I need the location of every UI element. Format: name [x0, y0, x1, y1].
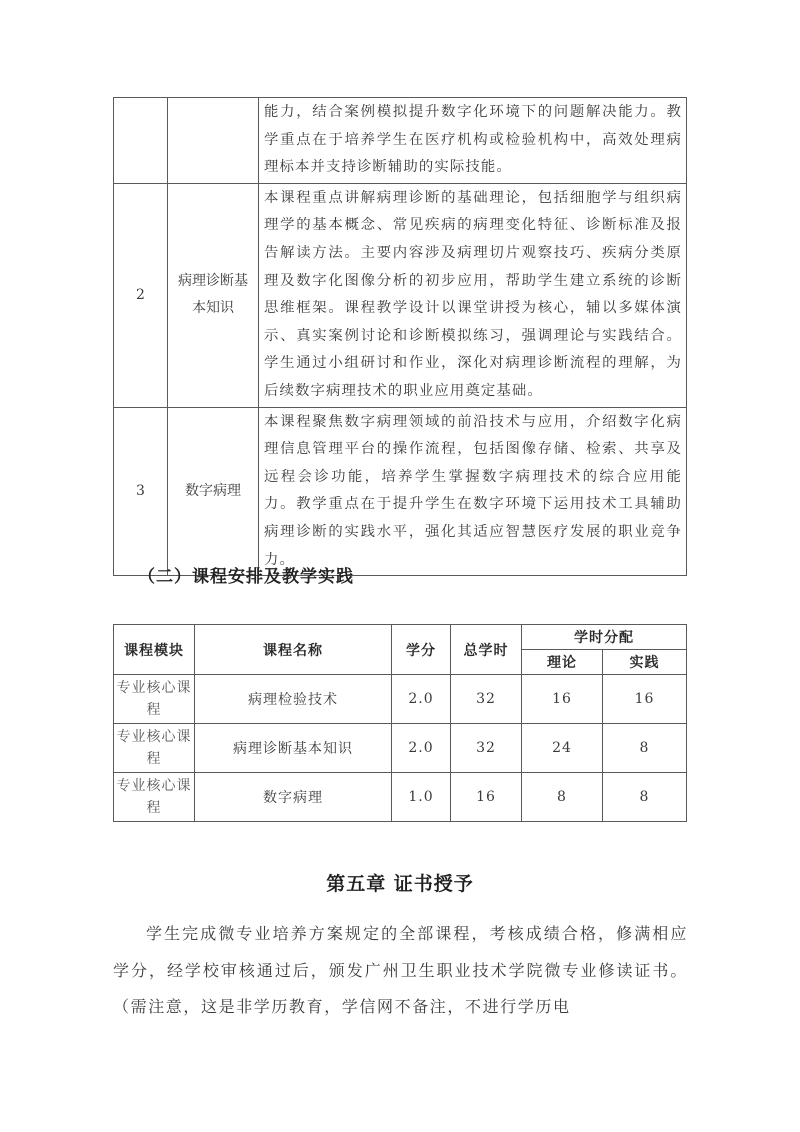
practice-cell: 8 [603, 773, 687, 822]
table-row [114, 773, 687, 822]
header-total-hours: 总学时 [451, 625, 522, 675]
table-row [114, 724, 687, 773]
course-description: 本课程聚焦数字病理领域的前沿技术与应用，介绍数字化病理信息管理平台的操作流程，包括图像存储、检索、共享及远程会诊功能，培养学生掌握数字病理技术的综合应用能力。教学重点在于提升学生在数字环境下运用技术工具辅助病理诊断的实践水平，强化其适应智慧医疗发展的职业竞争力。 [259, 407, 687, 576]
course-name: 数字病理 [168, 407, 259, 576]
chapter-paragraph: 学生完成微专业培养方案规定的全部课程，考核成绩合格，修满相应学分，经学校审核通过后，颁发广州卫生职业技术学院微专业修读证书。（需注意，这是非学历教育，学信网不备注，不进行学历电 [113, 924, 688, 1016]
header-practice: 实践 [603, 650, 687, 675]
table-row [114, 183, 687, 407]
table-row [114, 675, 687, 724]
practice-cell: 8 [603, 724, 687, 773]
course-description: 本课程重点讲解病理诊断的基础理论，包括细胞学与组织病理学的基本概念、常见疾病的病理变化特征、诊断标准及报告解读方法。主要内容涉及病理切片观察技巧、疾病分类原理及数字化图像分析的初步应用，帮助学生建立系统的诊断思维框架。课程教学设计以课堂讲授为核心，辅以多媒体演示、真实案例讨论和诊断模拟练习，强调理论与实践结合。学生通过小组研讨和作业，深化对病理诊断流程的理解，为后续数字病理技术的职业应用奠定基础。 [259, 183, 687, 407]
theory-cell: 8 [522, 773, 603, 822]
header-theory: 理论 [522, 650, 603, 675]
table-row [114, 407, 687, 576]
header-module: 课程模块 [114, 625, 195, 675]
theory-cell: 16 [522, 675, 603, 724]
practice-cell: 16 [603, 675, 687, 724]
theory-cell: 24 [522, 724, 603, 773]
header-credits: 学分 [392, 625, 451, 675]
row-index [114, 98, 168, 184]
credits-cell: 1.0 [392, 773, 451, 822]
credits-cell: 2.0 [392, 675, 451, 724]
total-hours-cell: 32 [451, 675, 522, 724]
course-schedule-table [113, 624, 687, 822]
course-name-cell: 病理检验技术 [195, 675, 392, 724]
table-row [114, 98, 687, 184]
course-name-cell: 数字病理 [195, 773, 392, 822]
module-cell: 专业核心课程 [114, 675, 195, 724]
header-course-name: 课程名称 [195, 625, 392, 675]
course-name [168, 98, 259, 184]
header-row [114, 625, 687, 650]
section-heading: （二）课程安排及教学实践 [138, 567, 354, 587]
header-hours-allocation: 学时分配 [522, 625, 687, 650]
course-description-table [113, 97, 687, 576]
total-hours-cell: 32 [451, 724, 522, 773]
row-index: 2 [114, 183, 168, 407]
total-hours-cell: 16 [451, 773, 522, 822]
chapter-title: 第五章 证书授予 [326, 873, 474, 895]
row-index: 3 [114, 407, 168, 576]
course-description: 能力，结合案例模拟提升数字化环境下的问题解决能力。教学重点在于培养学生在医疗机构或检验机构中，高效处理病理标本并支持诊断辅助的实际技能。 [259, 98, 687, 184]
credits-cell: 2.0 [392, 724, 451, 773]
module-cell: 专业核心课程 [114, 724, 195, 773]
module-cell: 专业核心课程 [114, 773, 195, 822]
course-name: 病理诊断基本知识 [168, 183, 259, 407]
course-name-cell: 病理诊断基本知识 [195, 724, 392, 773]
